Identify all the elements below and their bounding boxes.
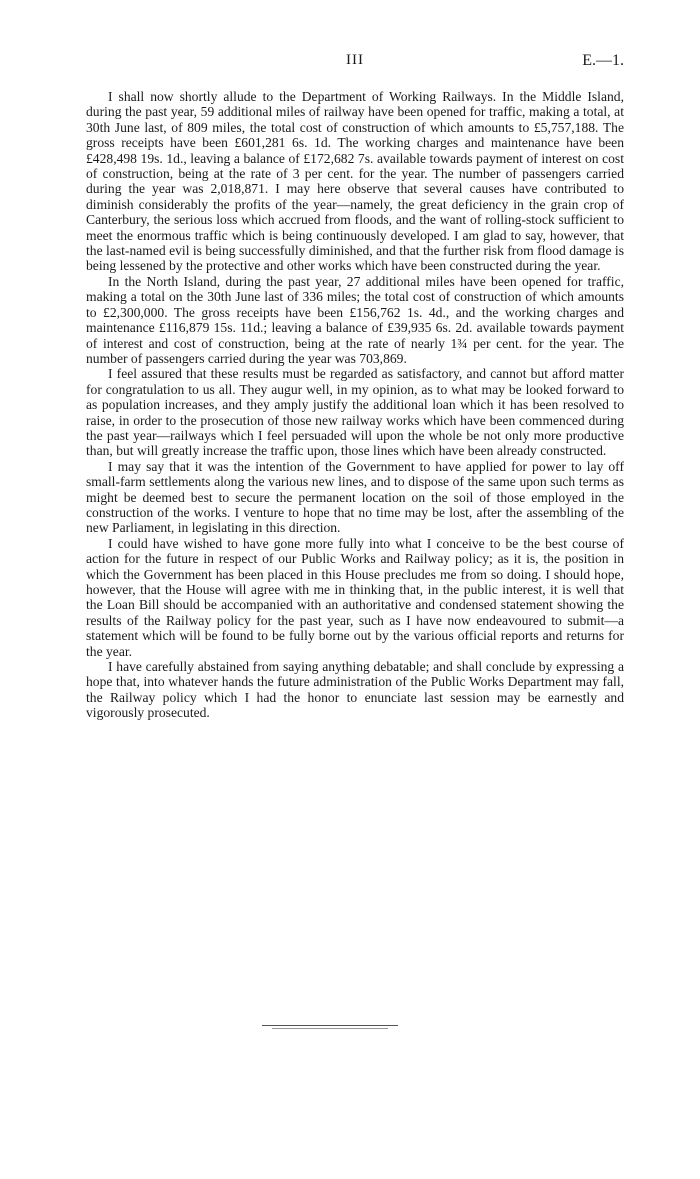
document-body xyxy=(86,89,624,721)
page-number: III xyxy=(346,52,364,68)
paragraph-conclusion: I have carefully abstained from saying anything debatable; and shall conclude by expressing a hope that, into whatever hands the future administration of the Public Works Department may fall, the Railway policy which I had the honor to enunciate last session may be earnestly and vigorously prosecuted. xyxy=(86,659,624,721)
paragraph-middle-island-railways: I shall now shortly allude to the Department of Working Railways. In the Middle Island, during the past year, 59 additional miles of railway have been opened for traffic, making a total, at 30th June last, of 809 miles, the total cost of construction of which amounts to £5,757,188. The gross receipts have been £601,281 6s. 1d. The working charges and maintenance have been £428,498 19s. 1d., leaving a balance of £172,682 7s. available towards payment of interest on cost of construction, being at the rate of 3 per cent. for the year. The number of passengers carried during the year was 2,018,871. I may here observe that several causes have contributed to diminish considerably the profits of the year—namely, the great deficiency in the grain crop of Canterbury, the serious loss which accrued from floods, and the want of rolling-stock sufficient to meet the enormous traffic which is being continuously developed. I am glad to say, however, that the last-named evil is being successfully diminished, and that the further risk from flood damage is being lessened by the protective and other works which have been constructed during the year. xyxy=(86,89,624,274)
page-header xyxy=(86,52,624,72)
paragraph-railway-policy: I could have wished to have gone more fully into what I conceive to be the best course of action for the future in respect of our Public Works and Railway policy; as it is, the position in which the Government has been placed in this House precludes me from so doing. I should hope, however, that the House will agree with me in thinking that, in the public interest, it is well that the Loan Bill should be accompanied with an authoritative and condensed statement showing the results of the Railway policy for the past year, such as I have now endeavoured to submit—a statement which will be found to be fully borne out by the various official reports and returns for the year. xyxy=(86,535,624,659)
paragraph-north-island-railways: In the North Island, during the past year, 27 additional miles have been opened for traffic, making a total on the 30th June last of 336 miles; the total cost of construction of which amounts to £2,300,000. The gross receipts have been £156,762 1s. 4d., and the working charges and maintenance £116,879 15s. 11d.; leaving a balance of £39,935 6s. 2d. available towards payment of interest and cost of construction, being at the rate of nearly 1¾ per cent. for the year. The number of passengers carried during the year was 703,869. xyxy=(86,273,624,366)
paragraph-small-farm-settlements: I may say that it was the intention of the Government to have applied for power to lay off small-farm settlements along the various new lines, and to dispose of the same upon such terms as might be deemed best to secure the permanent location on the soil of those employed in the construction of the works. I venture to hope that no time may be lost, after the assembling of the new Parliament, in legislating in this direction. xyxy=(86,458,624,536)
closing-rule-secondary xyxy=(272,1028,388,1029)
paragraph-results-satisfactory: I feel assured that these results must be regarded as satisfactory, and cannot but afford matter for congratulation to us all. They augur well, in my opinion, as to what may be looked forward to as population increases, and they amply justify the additional loan which it has been resolved to raise, in order to the prosecution of those new railway works which have been commenced during the past year—railways which I feel persuaded will upon the whole be not only more productive than, but will greatly increase the traffic upon, those lines which have been already constructed. xyxy=(86,366,624,459)
closing-rule xyxy=(262,1025,398,1026)
document-code: E.—1. xyxy=(582,52,624,69)
